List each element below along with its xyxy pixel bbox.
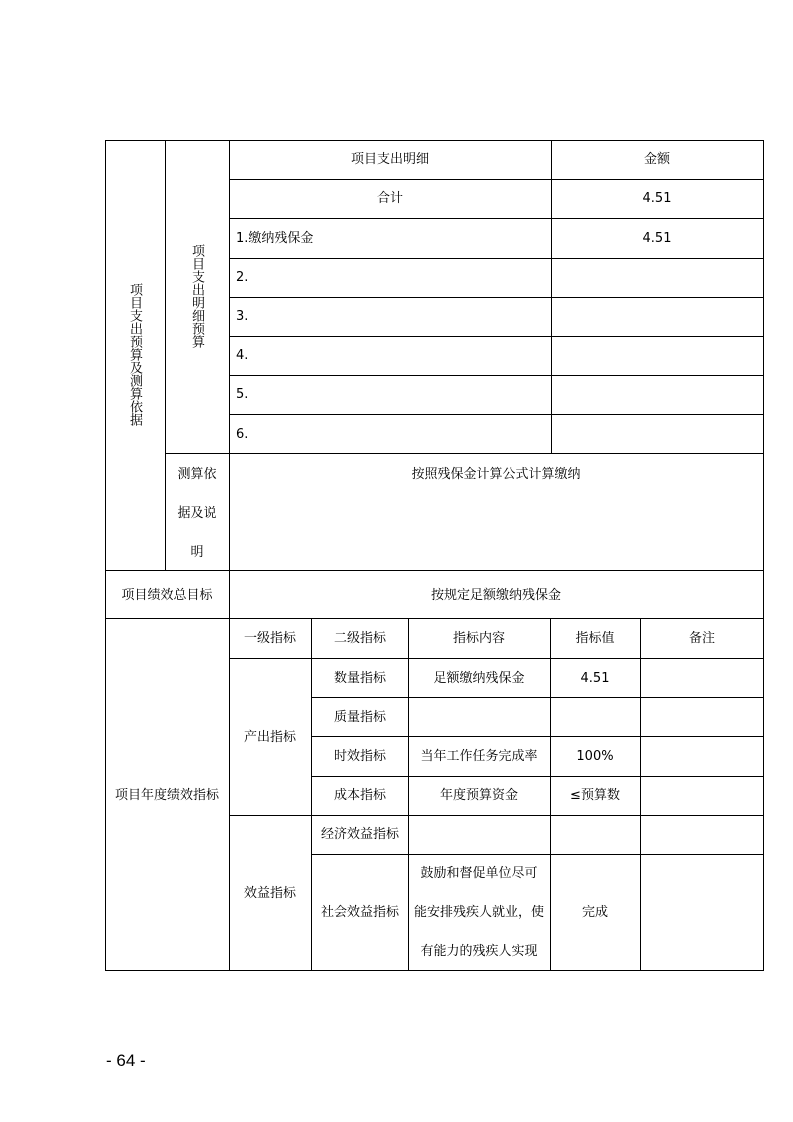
indicator-content-line: 能安排残疾人就业，使 [413, 905, 545, 920]
indicator-level2: 数量指标 [333, 671, 387, 686]
table-border-bottom [105, 970, 764, 971]
total-amount: 4.51 [642, 191, 672, 206]
section-line [105, 570, 764, 571]
output-indicator-label: 产出指标 [243, 730, 297, 745]
indicator-content: 当年工作任务完成率 [420, 749, 538, 764]
column-header: 备注 [688, 631, 716, 646]
col-line [550, 618, 551, 971]
row-line [229, 218, 764, 219]
column-header: 指标值 [575, 631, 615, 646]
row-line [165, 453, 764, 454]
header-detail: 项目支出明细 [350, 152, 430, 167]
indicator-label: 项目年度绩效指标 [114, 788, 220, 803]
budget-row-item: 2. [236, 270, 249, 285]
budget-row-item: 3. [236, 309, 249, 324]
indicator-level2: 社会效益指标 [320, 905, 400, 920]
indicator-content-line: 鼓励和督促单位尽可 [420, 866, 538, 881]
budget-row-item: 1.缴纳残保金 [236, 231, 314, 246]
row-line [229, 414, 764, 415]
basis-label-line: 明 [190, 545, 204, 560]
column-header: 二级指标 [333, 631, 387, 646]
header-amount: 金额 [643, 152, 671, 167]
row-line [229, 658, 764, 659]
goal-text: 按规定足额缴纳残保金 [430, 588, 562, 603]
table-border-left [105, 140, 106, 971]
row-line [229, 258, 764, 259]
row-line [229, 815, 764, 816]
basis-label-line: 据及说 [177, 506, 217, 521]
row-line [311, 854, 764, 855]
budget-row-item: 6. [236, 427, 249, 442]
basis-text: 按照残保金计算公式计算缴纳 [411, 467, 581, 482]
budget-inner-label: 项目支出明细预算 [189, 244, 204, 348]
benefit-indicator-label: 效益指标 [243, 886, 297, 901]
indicator-level2: 成本指标 [333, 788, 387, 803]
budget-outer-label: 项目支出预算及测算依据 [127, 283, 142, 426]
basis-label-line: 测算依 [177, 467, 217, 482]
col-line [408, 618, 409, 971]
table-border-right [763, 140, 764, 971]
column-header: 一级指标 [243, 631, 297, 646]
total-label: 合计 [376, 191, 404, 206]
indicator-value: 4.51 [580, 671, 610, 686]
budget-row-amount: 4.51 [642, 231, 672, 246]
row-line [229, 179, 764, 180]
col-line [165, 140, 166, 571]
col-line [640, 618, 641, 971]
indicator-value: 100% [576, 749, 614, 764]
table-border-top [105, 140, 764, 141]
row-line [229, 375, 764, 376]
section-line [105, 618, 764, 619]
row-line [311, 736, 764, 737]
indicator-value: 完成 [581, 905, 609, 920]
column-header: 指标内容 [452, 631, 506, 646]
page-number: - 64 - [106, 1051, 146, 1070]
col-line [229, 570, 230, 971]
row-line [311, 697, 764, 698]
indicator-content: 年度预算资金 [439, 788, 519, 803]
indicator-content-line: 有能力的残疾人实现 [420, 944, 538, 959]
budget-row-item: 5. [236, 387, 249, 402]
indicator-level2: 质量指标 [333, 710, 387, 725]
indicator-level2: 时效指标 [333, 749, 387, 764]
row-line [229, 336, 764, 337]
row-line [311, 776, 764, 777]
col-line [551, 140, 552, 454]
indicator-level2: 经济效益指标 [320, 827, 400, 842]
col-line [311, 618, 312, 971]
col-line [229, 140, 230, 571]
goal-label: 项目绩效总目标 [121, 588, 213, 603]
budget-row-item: 4. [236, 348, 249, 363]
indicator-value: ≤预算数 [570, 788, 620, 803]
row-line [229, 297, 764, 298]
indicator-content: 足额缴纳残保金 [433, 671, 525, 686]
